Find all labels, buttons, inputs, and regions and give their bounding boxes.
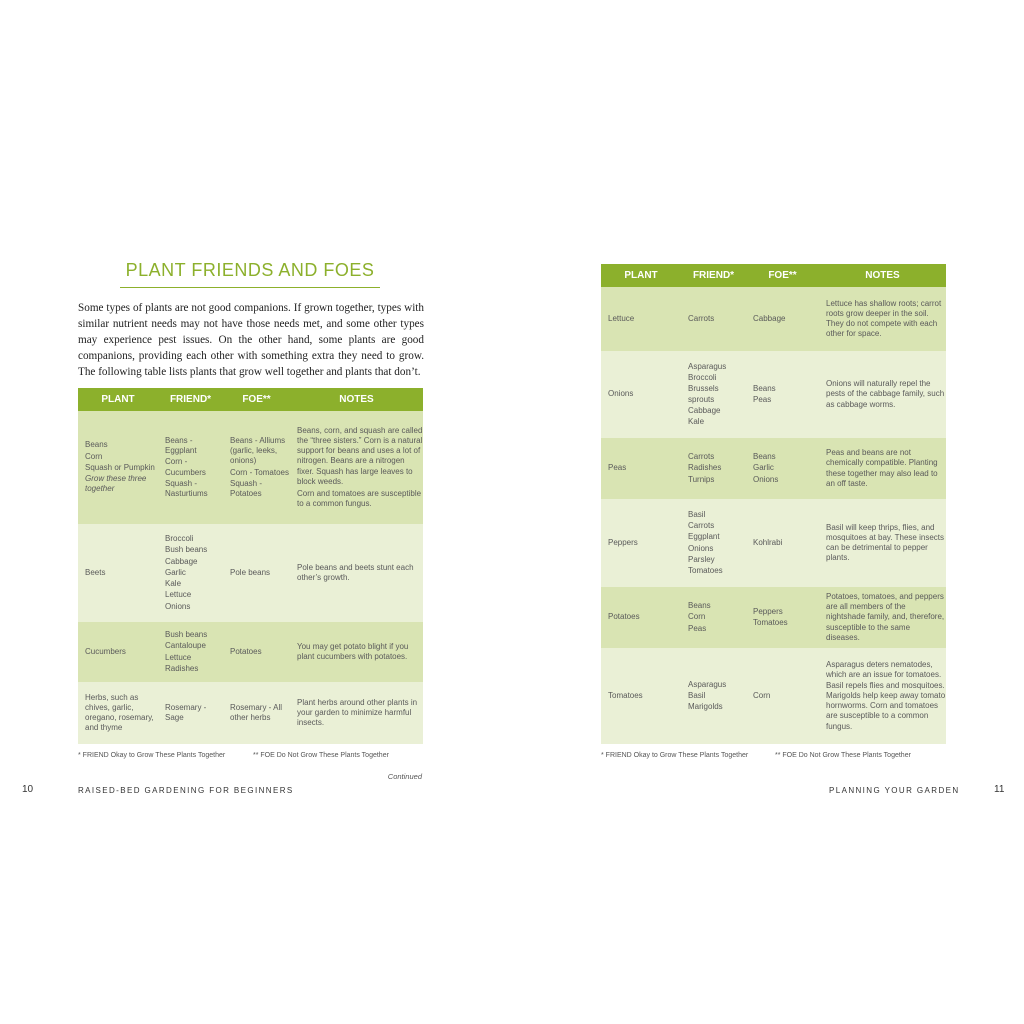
friend-text: Tomatoes <box>688 565 723 575</box>
friend-text: Carrots <box>688 521 715 531</box>
plant-text: Peppers <box>608 537 638 547</box>
friend-text: Peas <box>688 623 707 633</box>
page-title: PLANT FRIENDS AND FOES <box>125 260 375 280</box>
friend-text: Radishes <box>165 663 199 673</box>
foe-cell <box>223 524 290 622</box>
header-plant: PLANT <box>601 264 681 287</box>
friend-text: Turnips <box>688 474 715 484</box>
friend-text: Cabbage <box>165 556 198 566</box>
friend-cell <box>158 411 223 524</box>
companion-table-right <box>601 264 946 744</box>
friend-text: Basil <box>688 690 706 700</box>
plant-text: Tomatoes <box>608 690 643 700</box>
foe-cell <box>746 499 819 587</box>
footnote-foe: ** FOE Do Not Grow These Plants Together <box>253 752 389 759</box>
friend-cell <box>681 499 746 587</box>
foe-cell <box>223 622 290 682</box>
header-plant: PLANT <box>78 388 158 411</box>
foe-cell <box>746 438 819 499</box>
plant-text: Cucumbers <box>85 646 126 656</box>
plant-cell <box>601 287 681 351</box>
notes-cell <box>290 622 423 682</box>
friend-text: Cabbage <box>688 405 721 415</box>
foe-cell <box>223 682 290 744</box>
friend-text: Lettuce <box>165 652 192 662</box>
table-row <box>78 682 423 744</box>
table-row <box>601 351 946 438</box>
table-row <box>601 287 946 351</box>
plant-text: Beets <box>85 567 106 577</box>
title-rule <box>120 287 380 288</box>
foe-text: Peppers <box>753 606 783 616</box>
notes-cell <box>290 682 423 744</box>
plant-cell <box>78 524 158 622</box>
friend-text: Marigolds <box>688 702 723 712</box>
foe-text: Corn <box>753 690 771 700</box>
foe-text: Kohlrabi <box>753 537 783 547</box>
header-notes: NOTES <box>290 388 423 411</box>
notes-text: Pole beans and beets stunt each other’s growth. <box>297 562 414 582</box>
foe-text: Squash - Potatoes <box>230 478 263 498</box>
notes-cell <box>819 648 946 744</box>
notes-text: Asparagus deters nematodes, which are an issue for tomatoes. Basil repels flies and mosquitoes. Marigolds help keep away tomato hornworms. Corn and tomatoes are susceptible to a common fungus. <box>826 660 946 731</box>
intro-paragraph: Some types of plants are not good companions. If grown together, types with similar nutrient needs may not have those needs met, and some other types may experience pest issues. On the other hand, some plants are good companions, providing each other with something extra they need to grow. The following table lists plants that grow well together and plants that don’t. <box>78 302 424 378</box>
plant-text: Lettuce <box>608 313 635 323</box>
friend-text: Basil <box>688 509 706 519</box>
header-foe: FOE** <box>746 264 819 287</box>
table-row <box>601 499 946 587</box>
header-friend: FRIEND* <box>158 388 223 411</box>
table-row <box>601 648 946 744</box>
notes-text: Basil will keep thrips, flies, and mosquitoes at bay. These insects can be detrimental to pepper plants. <box>826 522 944 563</box>
table-row <box>601 587 946 648</box>
foe-text: Corn - Tomatoes <box>230 467 289 477</box>
friend-text: Lettuce <box>165 590 192 600</box>
table-row <box>78 411 423 524</box>
friend-cell <box>681 351 746 438</box>
foe-cell <box>746 351 819 438</box>
header-friend: FRIEND* <box>681 264 746 287</box>
notes-text: Plant herbs around other plants in your garden to minimize harmful insects. <box>297 697 418 728</box>
notes-cell <box>819 351 946 438</box>
page-number-left: 10 <box>22 784 34 795</box>
plant-text: Potatoes <box>608 612 640 622</box>
friend-text: Carrots <box>688 313 715 323</box>
footnote-friend: * FRIEND Okay to Grow These Plants Together <box>601 752 749 759</box>
plant-cell <box>601 587 681 648</box>
plant-text: Herbs, such as chives, garlic, oregano, rosemary, and thyme <box>85 692 154 733</box>
page-number-right: 11 <box>994 784 1005 795</box>
friend-text: Corn <box>688 612 706 622</box>
header-notes: NOTES <box>819 264 946 287</box>
notes-cell <box>819 587 946 648</box>
table-row <box>78 524 423 622</box>
foe-text: Peas <box>753 395 772 404</box>
friend-text: Parsley <box>688 554 715 564</box>
table-row <box>78 622 423 682</box>
continued-label: Continued <box>387 772 422 781</box>
plant-text: Onions <box>608 389 634 399</box>
table-header-row <box>78 388 423 411</box>
footnote-friend: * FRIEND Okay to Grow These Plants Together <box>78 752 226 759</box>
friend-text: Cantaloupe <box>165 641 206 651</box>
footnote-foe: ** FOE Do Not Grow These Plants Together <box>775 752 911 759</box>
plant-cell <box>601 648 681 744</box>
notes-cell <box>290 524 423 622</box>
running-head-right: PLANNING YOUR GARDEN <box>829 786 960 795</box>
plant-text: Corn <box>85 451 103 461</box>
friend-text: Asparagus <box>688 679 727 689</box>
notes-text: You may get potato blight if you plant cucumbers with potatoes. <box>297 641 409 661</box>
foe-text: Beans <box>753 452 776 462</box>
notes-cell <box>819 499 946 587</box>
foe-text: Pole beans <box>230 567 271 577</box>
friend-cell <box>681 648 746 744</box>
plant-cell <box>78 622 158 682</box>
plant-text: Squash or Pumpkin <box>85 462 155 472</box>
table-row <box>601 438 946 499</box>
foe-text: Beans - Alliums (garlic, leeks, onions) <box>230 435 286 466</box>
notes-text: Potatoes, tomatoes, and peppers are all members of the nightshade family, and, therefore, susceptible to the same diseases. <box>826 591 945 642</box>
running-head-left: RAISED-BED GARDENING FOR BEGINNERS <box>78 786 294 795</box>
plant-cell <box>78 682 158 744</box>
foe-text: Onions <box>753 474 779 484</box>
plant-note-text: Grow these three together <box>85 474 147 494</box>
friend-text: Kale <box>165 579 182 589</box>
plant-cell <box>78 411 158 524</box>
foe-text: Garlic <box>753 463 774 473</box>
foe-cell <box>746 648 819 744</box>
friend-text: Bush beans <box>165 545 208 555</box>
foe-text: Rosemary - All other herbs <box>230 702 283 722</box>
friend-cell <box>158 622 223 682</box>
notes-text: Onions will naturally repel the pests of the cabbage family, such as cabbage worms. <box>826 379 945 409</box>
plant-text: Beans <box>85 440 108 450</box>
foe-cell <box>746 287 819 351</box>
foe-text: Tomatoes <box>753 618 788 627</box>
friend-text: Onions <box>688 543 714 553</box>
notes-cell <box>819 438 946 499</box>
friend-cell <box>681 438 746 499</box>
friend-text: Eggplant <box>688 532 720 542</box>
friend-text: Broccoli <box>688 373 717 383</box>
companion-table-left <box>78 388 423 744</box>
foe-cell <box>223 411 290 524</box>
friend-cell <box>158 682 223 744</box>
friend-cell <box>681 587 746 648</box>
plant-cell <box>601 438 681 499</box>
notes-cell <box>819 287 946 351</box>
notes-text: Corn and tomatoes are susceptible to a common fungus. <box>297 488 422 509</box>
notes-cell <box>290 411 423 524</box>
friend-text: Bush beans <box>165 630 208 640</box>
friend-text: Beans - Eggplant <box>165 435 197 456</box>
friend-text: Corn - Cucumbers <box>165 457 206 477</box>
notes-text: Lettuce has shallow roots; carrot roots grow deeper in the soil. They do not compete with each other for space. <box>826 298 942 339</box>
plant-cell <box>601 351 681 438</box>
friend-text: Brussels sprouts <box>688 384 719 404</box>
friend-text: Beans <box>688 601 711 611</box>
friend-text: Rosemary - Sage <box>165 702 207 722</box>
friend-text: Kale <box>688 416 705 426</box>
plant-text: Peas <box>608 463 627 473</box>
foe-cell <box>746 587 819 648</box>
foe-text: Cabbage <box>753 313 786 323</box>
table-header-row <box>601 264 946 287</box>
foe-text: Potatoes <box>230 646 262 656</box>
friend-text: Onions <box>165 601 191 611</box>
notes-text: Beans, corn, and squash are called the “three sisters.” Corn is a natural support for beans and uses a lot of nitrogen. Beans are a nitrogen fixer. Squash has large leaves to block weeds. <box>297 425 423 486</box>
friend-text: Carrots <box>688 452 715 462</box>
notes-text: Peas and beans are not chemically compatible. Planting these together may also lead to an off taste. <box>826 448 938 488</box>
plant-cell <box>601 499 681 587</box>
friend-cell <box>681 287 746 351</box>
header-foe: FOE** <box>223 388 290 411</box>
friend-cell <box>158 524 223 622</box>
foe-text: Beans <box>753 383 776 393</box>
friend-text: Garlic <box>165 567 186 577</box>
friend-text: Squash - Nasturtiums <box>165 478 208 498</box>
friend-text: Broccoli <box>165 534 194 544</box>
friend-text: Radishes <box>688 463 722 473</box>
friend-text: Asparagus <box>688 361 727 371</box>
